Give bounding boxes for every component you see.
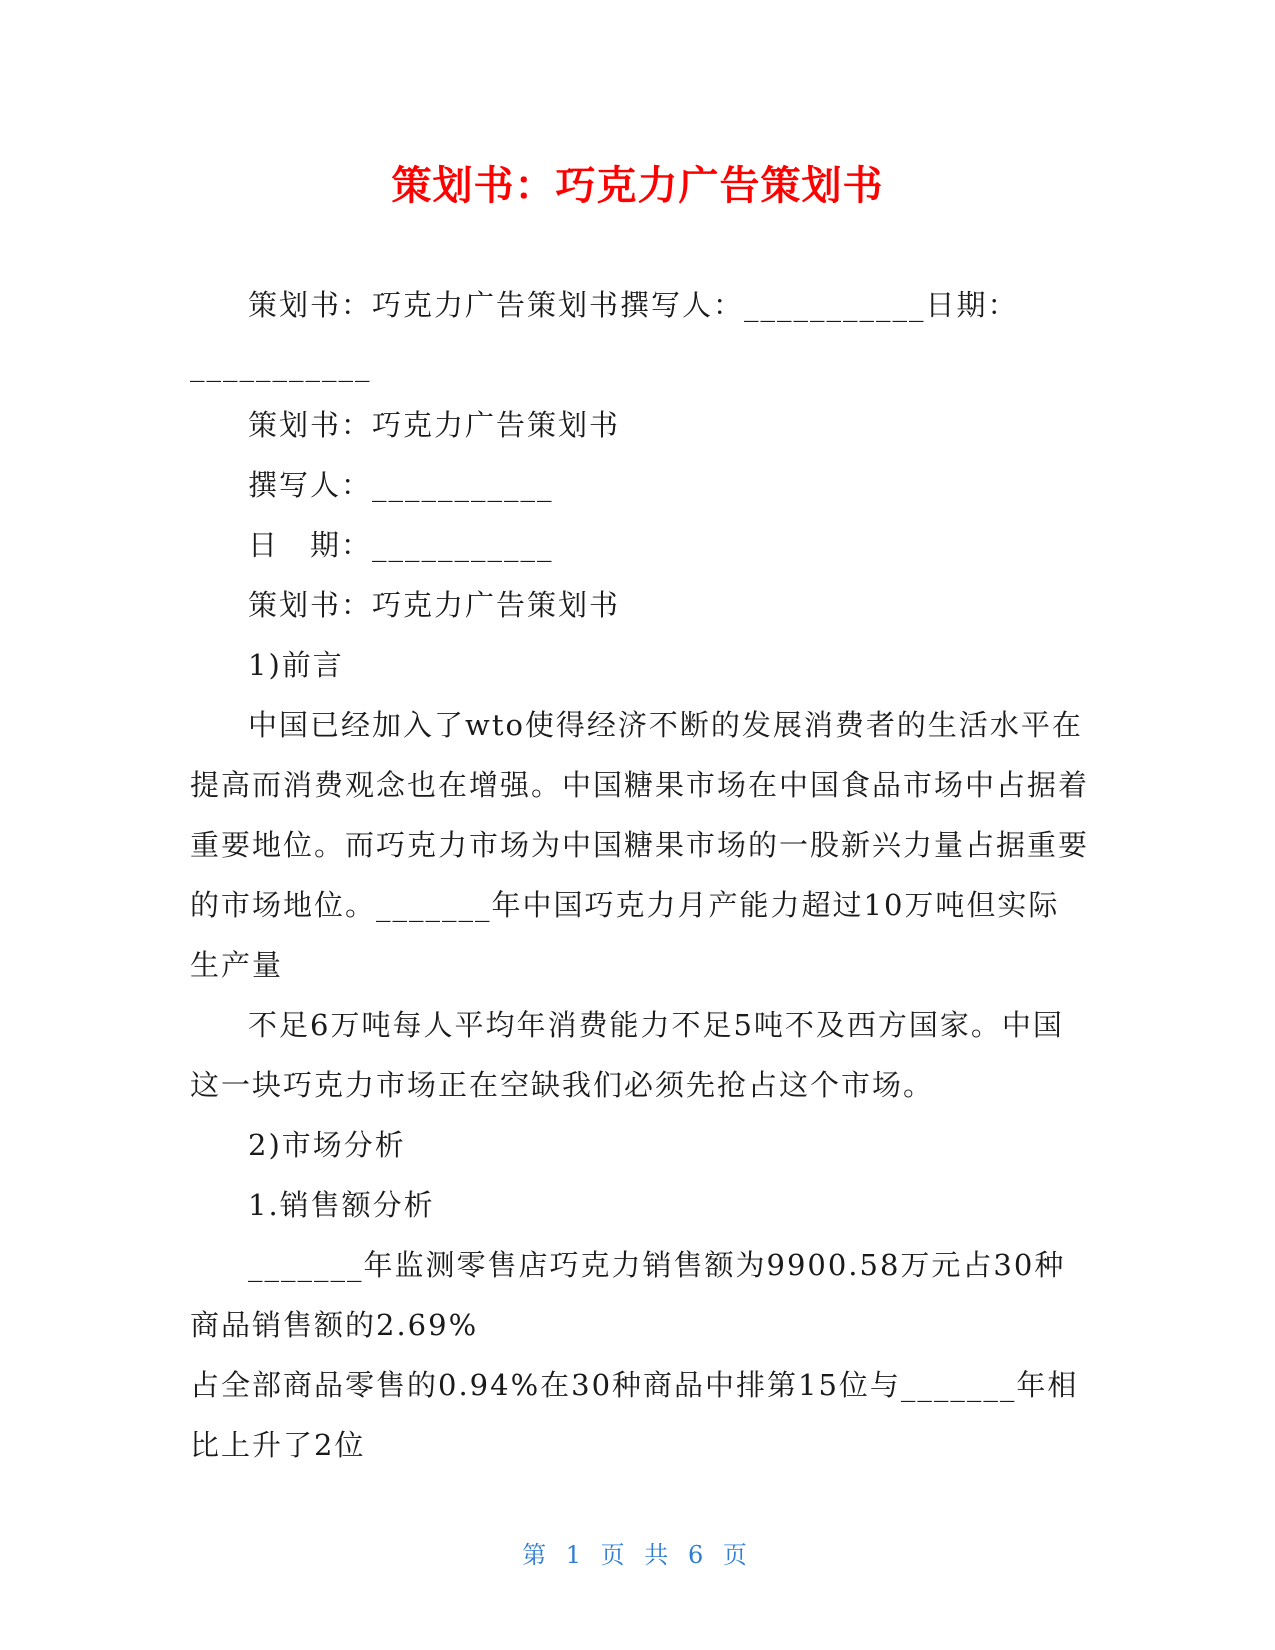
subsection-heading-sales: 1.销售额分析 [248, 1188, 435, 1222]
paragraph-preface-continued: 不足6万吨每人平均年消费能力不足5吨不及西方国家。中国这一块巧克力市场正在空缺我们必须先抢占这个市场。 [190, 1008, 1064, 1102]
document-body [190, 275, 1090, 1475]
paragraph-header-line: 策划书：巧克力广告策划书撰写人：___________日期：___________ [190, 288, 1019, 382]
paragraph-preface-body: 中国已经加入了wto使得经济不断的发展消费者的生活水平在提高而消费观念也在增强。中国糖果市场在中国食品市场中占据着重要地位。而巧克力市场为中国糖果市场的一股新兴力量占据重要的市场地位。_______年中国巧克力月产能力超过10万吨但实际生产量 [190, 708, 1090, 982]
section-heading-preface: 1)前言 [248, 648, 344, 682]
section-heading-market-analysis: 2)市场分析 [248, 1128, 406, 1162]
paragraph-plan-title-repeat: 策划书：巧克力广告策划书 [248, 588, 621, 622]
document-title: 策划书：巧克力广告策划书 [391, 163, 884, 209]
paragraph-date: 日 期：___________ [248, 528, 554, 562]
paragraph-author: 撰写人：___________ [248, 468, 554, 502]
paragraph-plan-title: 策划书：巧克力广告策划书 [248, 408, 621, 442]
page-number-footer: 第 1 页 共 6 页 [522, 1541, 753, 1569]
paragraph-sales-ranking: 占全部商品零售的0.94%在30种商品中排第15位与_______年相比上升了2位 [190, 1368, 1079, 1462]
paragraph-sales-body: _______年监测零售店巧克力销售额为9900.58万元占30种商品销售额的2.69% [190, 1248, 1066, 1342]
